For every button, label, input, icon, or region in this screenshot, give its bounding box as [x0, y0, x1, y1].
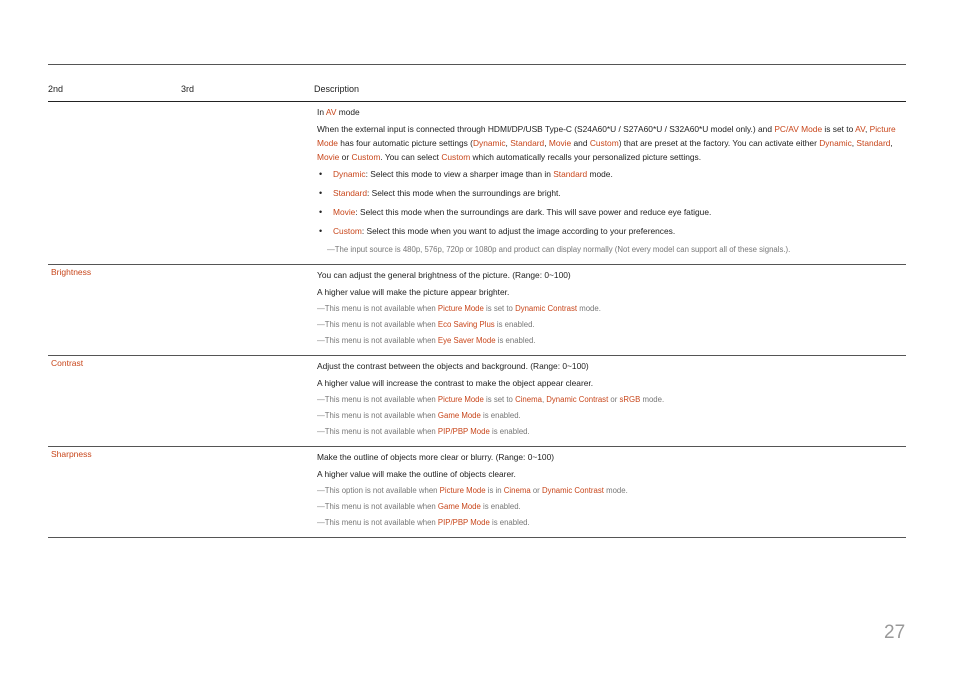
description-text [317, 376, 902, 390]
note-text [317, 334, 902, 347]
menu-term: Picture Mode [437, 304, 484, 313]
bullet-item [317, 205, 902, 219]
text-segment: A higher value will make the picture appear brighter. [317, 287, 510, 297]
note-text [317, 393, 902, 406]
note-text [317, 500, 902, 513]
menu-term: PC/AV Mode [774, 124, 823, 134]
table-header [48, 82, 906, 102]
text-segment: : Select this mode when the surroundings are dark. This will save power and reduce eye fatigue. [355, 207, 712, 217]
text-segment: is enabled. [489, 427, 530, 436]
note-text [317, 516, 902, 529]
menu-term: Eye Saver Mode [437, 336, 496, 345]
table-row [48, 356, 906, 447]
text-segment: is in [485, 486, 504, 495]
menu-term: Dynamic Contrast [546, 395, 609, 404]
text-segment: , [851, 138, 857, 148]
text-segment: This menu is not available when [324, 320, 438, 329]
description-text [317, 268, 902, 282]
text-segment: and [571, 138, 590, 148]
row-label: Brightness [51, 267, 92, 277]
menu-term: Dynamic Contrast [515, 304, 578, 313]
text-segment: : Select this mode to view a sharper image than in [365, 169, 554, 179]
text-segment: This menu is not available when [324, 502, 438, 511]
menu-term: Custom [351, 152, 381, 162]
header-3rd: 3rd [181, 84, 195, 94]
page-number: 27 [884, 622, 906, 643]
text-segment: You can adjust the general brightness of the picture. (Range: 0~100) [317, 270, 571, 280]
menu-term: Eco Saving Plus [437, 320, 495, 329]
text-segment: This option is not available when [324, 486, 440, 495]
menu-term: Standard [510, 138, 545, 148]
text-segment: mode. [603, 486, 628, 495]
text-segment: , [541, 395, 547, 404]
text-segment: . You can select [380, 152, 442, 162]
table-body [48, 102, 906, 538]
bullet-item [317, 224, 902, 238]
text-segment: is set to [483, 304, 516, 313]
note-text [317, 425, 902, 438]
description-text [317, 122, 902, 164]
text-segment: This menu is not available when [324, 427, 438, 436]
text-segment: A higher value will increase the contrast to make the object appear clearer. [317, 378, 594, 388]
menu-term: Standard [333, 188, 367, 198]
menu-term: Game Mode [437, 502, 481, 511]
text-segment: This menu is not available when [324, 395, 438, 404]
row-label: Contrast [51, 358, 84, 368]
menu-term: PIP/PBP Mode [437, 427, 490, 436]
note-text [317, 243, 902, 256]
text-segment: , [864, 124, 870, 134]
menu-term: Movie [548, 138, 572, 148]
text-segment: is enabled. [489, 518, 530, 527]
note-text [317, 318, 902, 331]
row-description [317, 268, 902, 347]
row-description [317, 105, 902, 256]
header-2nd: 2nd [48, 84, 64, 94]
text-segment: is set to [822, 124, 856, 134]
menu-term: Cinema [515, 395, 542, 404]
description-text [317, 285, 902, 299]
text-segment: : Select this mode when the surroundings are bright. [367, 188, 561, 198]
menu-term: Standard [553, 169, 588, 179]
menu-term: Standard [856, 138, 891, 148]
menu-term: Dynamic Contrast [541, 486, 604, 495]
text-segment: is enabled. [495, 336, 536, 345]
text-segment: which automatically recalls your personalized picture settings. [470, 152, 702, 162]
text-segment: is enabled. [494, 320, 535, 329]
text-segment: , [505, 138, 511, 148]
text-segment: mode. [640, 395, 665, 404]
menu-term: PIP/PBP Mode [437, 518, 490, 527]
menu-term: Dynamic [472, 138, 506, 148]
description-text [317, 450, 902, 464]
text-segment: mode [336, 107, 360, 117]
text-segment: This menu is not available when [324, 304, 438, 313]
description-text [317, 105, 902, 119]
text-segment: or [530, 486, 542, 495]
text-segment: This menu is not available when [324, 518, 438, 527]
table-row [48, 102, 906, 265]
text-segment: When the external input is connected through HDMI/DP/USB Type-C (S24A60*U / S27A60*U / S32A60*U model only.) and [317, 124, 775, 134]
row-description [317, 359, 902, 438]
menu-term: sRGB [619, 395, 641, 404]
bullet-item [317, 186, 902, 200]
menu-term: Custom [589, 138, 619, 148]
text-segment: Make the outline of objects more clear or blurry. (Range: 0~100) [317, 452, 555, 462]
menu-term: Game Mode [437, 411, 481, 420]
text-segment: This menu is not available when [324, 411, 438, 420]
menu-term: Movie [317, 152, 340, 162]
text-segment: : Select this mode when you want to adjust the image according to your preferences. [361, 226, 676, 236]
header-description: Description [314, 84, 360, 94]
text-segment: ) that are preset at the factory. You can activate either [618, 138, 820, 148]
text-segment: A higher value will make the outline of objects clearer. [317, 469, 516, 479]
menu-term: AV [855, 124, 865, 134]
text-segment: This menu is not available when [324, 336, 438, 345]
text-segment: The input source is 480p, 576p, 720p or 1080p and product can display normally (Not every model can support all of these signals.). [334, 245, 791, 254]
menu-term: Dynamic [819, 138, 852, 148]
menu-term: Custom [441, 152, 471, 162]
table-row [48, 265, 906, 356]
note-text [317, 484, 902, 497]
menu-term: Picture Mode [437, 395, 484, 404]
bullet-item [317, 167, 902, 181]
table-row [48, 447, 906, 538]
text-segment: Adjust the contrast between the objects and background. (Range: 0~100) [317, 361, 589, 371]
menu-term: AV [325, 107, 337, 117]
top-rule [48, 64, 906, 65]
menu-term: Dynamic [333, 169, 366, 179]
text-segment: is enabled. [480, 411, 521, 420]
note-text [317, 409, 902, 422]
text-segment: or [339, 152, 352, 162]
settings-table [48, 82, 906, 538]
menu-term: Cinema [503, 486, 531, 495]
menu-term: Custom [333, 226, 362, 236]
text-segment: has four automatic picture settings ( [337, 138, 473, 148]
row-description [317, 450, 902, 529]
row-label: Sharpness [51, 449, 92, 459]
menu-term: Movie [333, 207, 356, 217]
text-segment: is set to [483, 395, 516, 404]
text-segment: mode. [577, 304, 601, 313]
menu-term: Picture Mode [439, 486, 486, 495]
description-text [317, 467, 902, 481]
text-segment: mode. [587, 169, 613, 179]
note-text [317, 302, 902, 315]
text-segment: , [544, 138, 549, 148]
description-text [317, 359, 902, 373]
text-segment: , [890, 138, 893, 148]
menu-term: Picture Mode [317, 124, 896, 148]
text-segment: or [608, 395, 620, 404]
text-segment: In [317, 107, 326, 117]
text-segment: is enabled. [480, 502, 521, 511]
